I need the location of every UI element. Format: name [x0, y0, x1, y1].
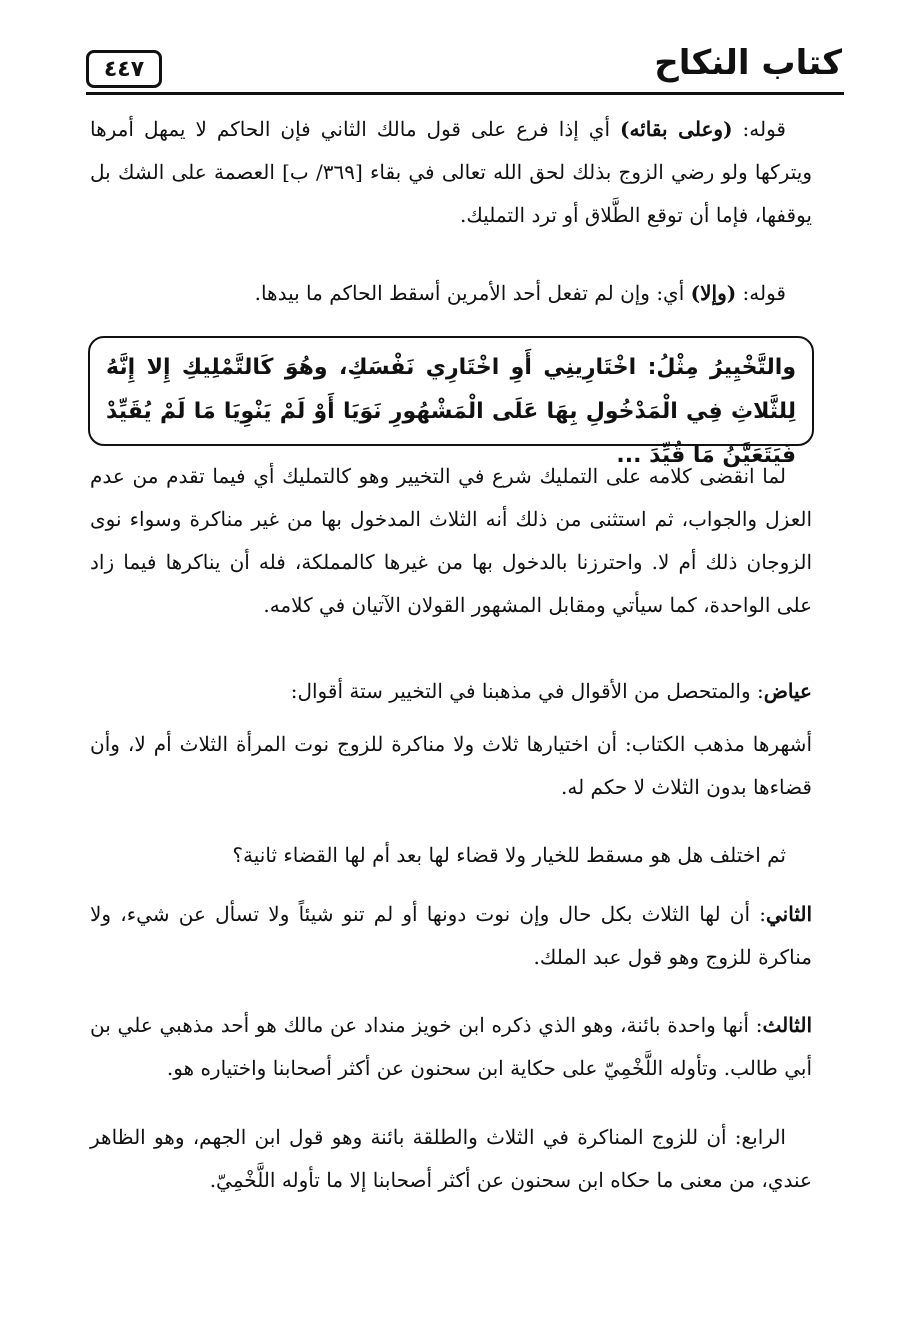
p8-text: : أنها واحدة بائنة، وهو الذي ذكره ابن خويز منداد عن مالك هو أحد مذهبي علي بن أبي طالب. وتأوله اللَّخْمِيّ على حكاية ابن سحنون عن أكثر أصحابنا واختياره هو. [90, 1013, 812, 1080]
p5-text: أشهرها مذهب الكتاب: أن اختيارها ثلاث ولا مناكرة للزوج نوت المرأة الثلاث أم لا، وأن قضاءها بدون الثلاث لا حكم له. [90, 732, 812, 799]
paragraph-3 [90, 455, 812, 627]
p2-bold-term: (وإلا) [690, 281, 737, 305]
p2-text: أي: وإن لم تفعل أحد الأمرين أسقط الحاكم ما بيدها. [254, 281, 691, 305]
matn-text: والتَّخْيِيرُ مِثْلُ: اخْتَارِينِي أَوِ اخْتَارِي نَفْسَكِ، وهُوَ كَالتَّمْلِيكِ إِلا إِنَّهُ لِلثَّلاثِ فِي الْمَدْخُولِ بِهَا عَلَى الْمَشْهُورِ نَوَيَا أَوْ لَمْ يَنْوِيَا مَا لَمْ يُقَيِّدْ فَيَتَعَيَّنُ مَا قُيِّدَ ... [106, 355, 796, 468]
p7-bold-term: الثاني [765, 902, 812, 926]
paragraph-8 [90, 1004, 812, 1090]
paragraph-1 [90, 108, 812, 237]
paragraph-4 [90, 670, 812, 713]
p2-lead: قوله: [736, 281, 786, 305]
p3-text: لما انقضى كلامه على التمليك شرع في التخيير وهو كالتمليك أي فيما تقدم من عدم العزل والجواب، ثم استثنى من ذلك أنه الثلاث المدخول بها من غير مناكرة وسواء نوى الزوجان ذلك أم لا. واحترزنا بالدخول بها من غيرها كالمملكة، فله أن يناكرها فيما زاد على الواحدة، كما سيأتي ومقابل المشهور القولان الآتيان في كلامه. [90, 464, 812, 617]
paragraph-2 [90, 272, 812, 315]
p1-bold-term: (وعلى بقائه) [620, 117, 733, 141]
p4-text: : والمتحصل من الأقوال في مذهبنا في التخيير ستة أقوال: [290, 679, 764, 703]
paragraph-7 [90, 893, 812, 979]
p1-text: أي إذا فرع على قول مالك الثاني فإن الحاكم لا يمهل أمرها ويتركها ولو رضي الزوج بذلك لحق الله تعالى في بقاء [٣٦٩/ ب] العصمة على الشك بل يوقفها، فإما أن توقع الطَّلاق أو ترد التمليك. [90, 117, 812, 227]
matn-box [88, 336, 814, 468]
p7-text: : أن لها الثلاث بكل حال وإن نوت دونها أو لم تنو شيئاً ولا تسأل عن شيء، ولا مناكرة للزوج وهو قول عبد الملك. [90, 902, 812, 969]
header-rule [86, 92, 844, 95]
p9-text: الرابع: أن للزوج المناكرة في الثلاث والطلقة بائنة وهو قول ابن الجهم، وهو الظاهر عندي، من معنى ما حكاه ابن سحنون عن أكثر أصحابنا إلا ما تأوله اللَّخْمِيّ. [90, 1125, 812, 1192]
page-number: ٤٤٧ [103, 56, 145, 82]
running-header-title: كتاب النكاح [654, 43, 842, 83]
p8-bold-term: الثالث [762, 1013, 812, 1037]
page-number-box [86, 50, 162, 88]
paragraph-6 [90, 834, 812, 877]
paragraph-5 [90, 723, 812, 809]
p6-text: ثم اختلف هل هو مسقط للخيار ولا قضاء لها بعد أم لها القضاء ثانية؟ [232, 843, 786, 867]
p4-bold-term: عياض [763, 679, 812, 703]
p1-lead: قوله: [732, 117, 786, 141]
paragraph-9 [90, 1116, 812, 1202]
